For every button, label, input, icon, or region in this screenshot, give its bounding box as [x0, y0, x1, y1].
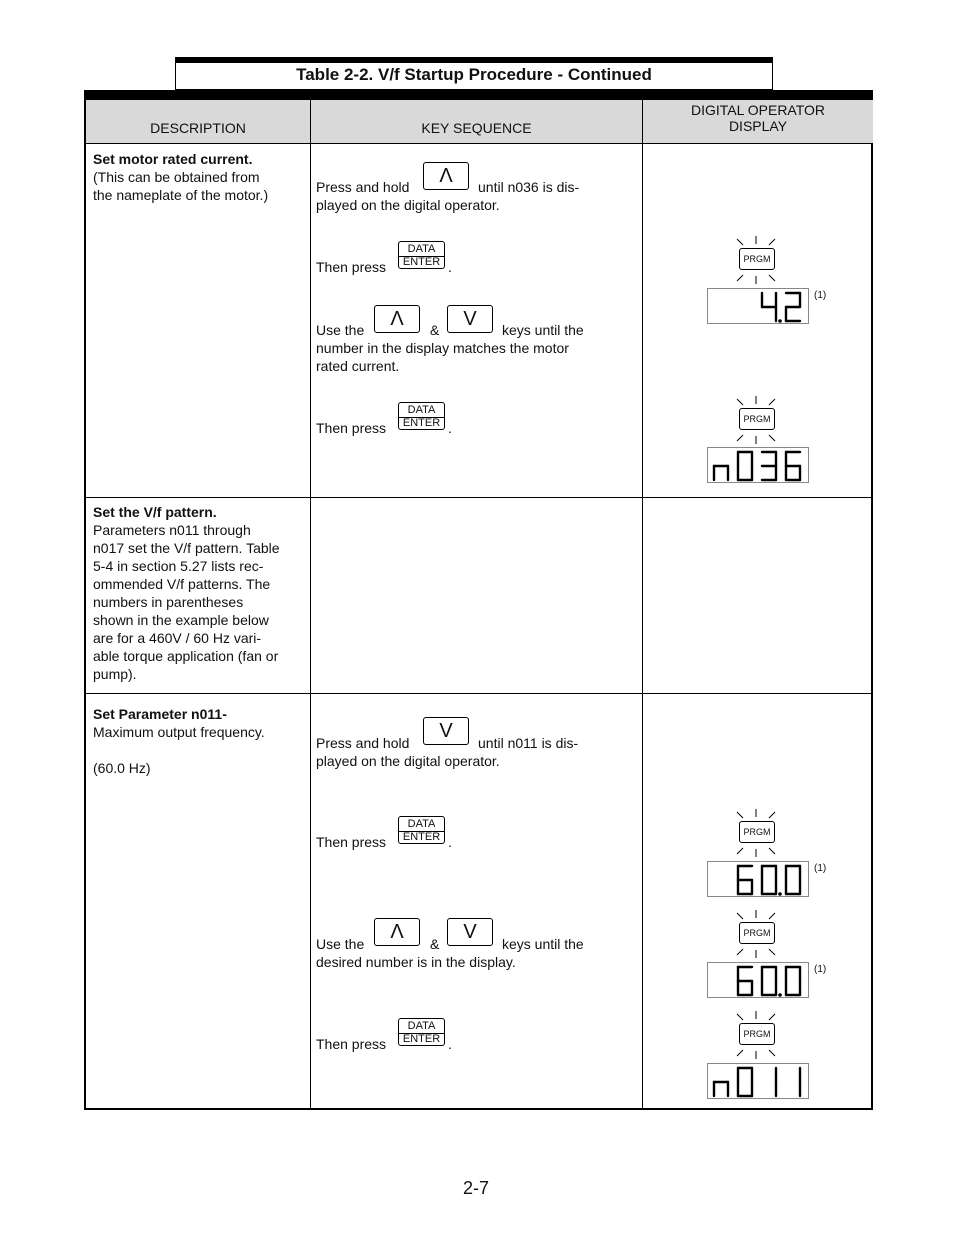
down-arrow-key[interactable]: V: [423, 717, 469, 745]
led-display: [707, 962, 809, 998]
period: .: [448, 1036, 452, 1052]
row3-description: Set Parameter n011- Maximum output frequency. (60.0 Hz): [93, 706, 265, 776]
row3-step3-text-b: keys until the: [502, 936, 584, 952]
led-display: [707, 447, 809, 483]
prgm-indicator: [717, 236, 795, 284]
prgm-label: PRGM: [739, 1023, 775, 1045]
row3-step3-text-c: desired number is in the display.: [316, 954, 516, 970]
period: .: [448, 420, 452, 436]
page-number: 2-7: [463, 1178, 490, 1198]
up-arrow-key[interactable]: Λ: [423, 162, 469, 190]
row-divider: [86, 693, 871, 694]
seven-segment-digits: [708, 289, 810, 325]
seven-segment-digits: [708, 1064, 810, 1100]
data-enter-key[interactable]: DATA ENTER: [398, 241, 445, 269]
row1-description: Set motor rated current. (This can be obtained from the nameplate of the motor.): [93, 151, 269, 203]
led-display: [707, 1063, 809, 1099]
footnote-marker: (1): [814, 863, 827, 874]
data-enter-key[interactable]: DATA ENTER: [398, 1018, 445, 1046]
row1-step3-text-c: number in the display matches the motor: [316, 340, 569, 356]
led-display: [707, 861, 809, 897]
row-divider: [86, 497, 871, 498]
period: .: [448, 834, 452, 850]
prgm-indicator: [717, 910, 795, 958]
header-display: DIGITAL OPERATOR DISPLAY: [643, 100, 873, 144]
period: .: [448, 259, 452, 275]
ampersand: &: [430, 322, 440, 338]
row3-step4-text: Then press: [316, 1036, 387, 1052]
table-title: Table 2-2. V/f Startup Procedure - Continued: [175, 57, 773, 90]
header-description: DESCRIPTION: [86, 100, 310, 144]
prgm-indicator: [717, 1011, 795, 1059]
column-divider: [310, 100, 311, 1108]
row3-step3-text: Use the: [316, 936, 365, 952]
ampersand: &: [430, 936, 440, 952]
row3-step2-text: Then press: [316, 834, 387, 850]
up-arrow-key[interactable]: Λ: [374, 305, 420, 333]
seven-segment-digits: [708, 963, 810, 999]
prgm-label: PRGM: [739, 922, 775, 944]
footnote-marker: (1): [814, 964, 827, 975]
row1-step1-text: Press and hold: [316, 179, 410, 195]
prgm-indicator: [717, 809, 795, 857]
down-arrow-key[interactable]: V: [447, 305, 493, 333]
prgm-label: PRGM: [739, 821, 775, 843]
row1-step4-text: Then press: [316, 420, 387, 436]
row3-step1-text-b: until n011 is dis-: [478, 735, 579, 751]
up-arrow-key[interactable]: Λ: [374, 918, 420, 946]
row1-step2-text: Then press: [316, 259, 387, 275]
prgm-indicator: [717, 396, 795, 444]
row1-step1-text-c: played on the digital operator.: [316, 197, 500, 213]
footnote-marker: (1): [814, 290, 827, 301]
seven-segment-digits: [708, 448, 810, 484]
row3-step1-text: Press and hold: [316, 735, 410, 751]
column-divider: [642, 100, 643, 1108]
led-display: [707, 288, 809, 324]
data-enter-key[interactable]: DATA ENTER: [398, 816, 445, 844]
prgm-label: PRGM: [739, 248, 775, 270]
row3-step1-text-c: played on the digital operator.: [316, 753, 500, 769]
row2-description: Set the V/f pattern. Parameters n011 through n017 set the V/f pattern. Table 5-4 in section 5.27 lists rec- ommended V/f patterns. The numbers in parentheses shown in the example below are for a 460V / 60 Hz vari- able torque application (fan or pump).: [93, 504, 280, 682]
down-arrow-key[interactable]: V: [447, 918, 493, 946]
prgm-label: PRGM: [739, 408, 775, 430]
row1-step3-text-d: rated current.: [316, 358, 400, 374]
row1-step3-text: Use the: [316, 322, 365, 338]
seven-segment-digits: [708, 862, 810, 898]
data-enter-key[interactable]: DATA ENTER: [398, 402, 445, 430]
header-key-sequence: KEY SEQUENCE: [311, 100, 642, 144]
row1-step1-text-b: until n036 is dis-: [478, 179, 580, 195]
row1-step3-text-b: keys until the: [502, 322, 584, 338]
